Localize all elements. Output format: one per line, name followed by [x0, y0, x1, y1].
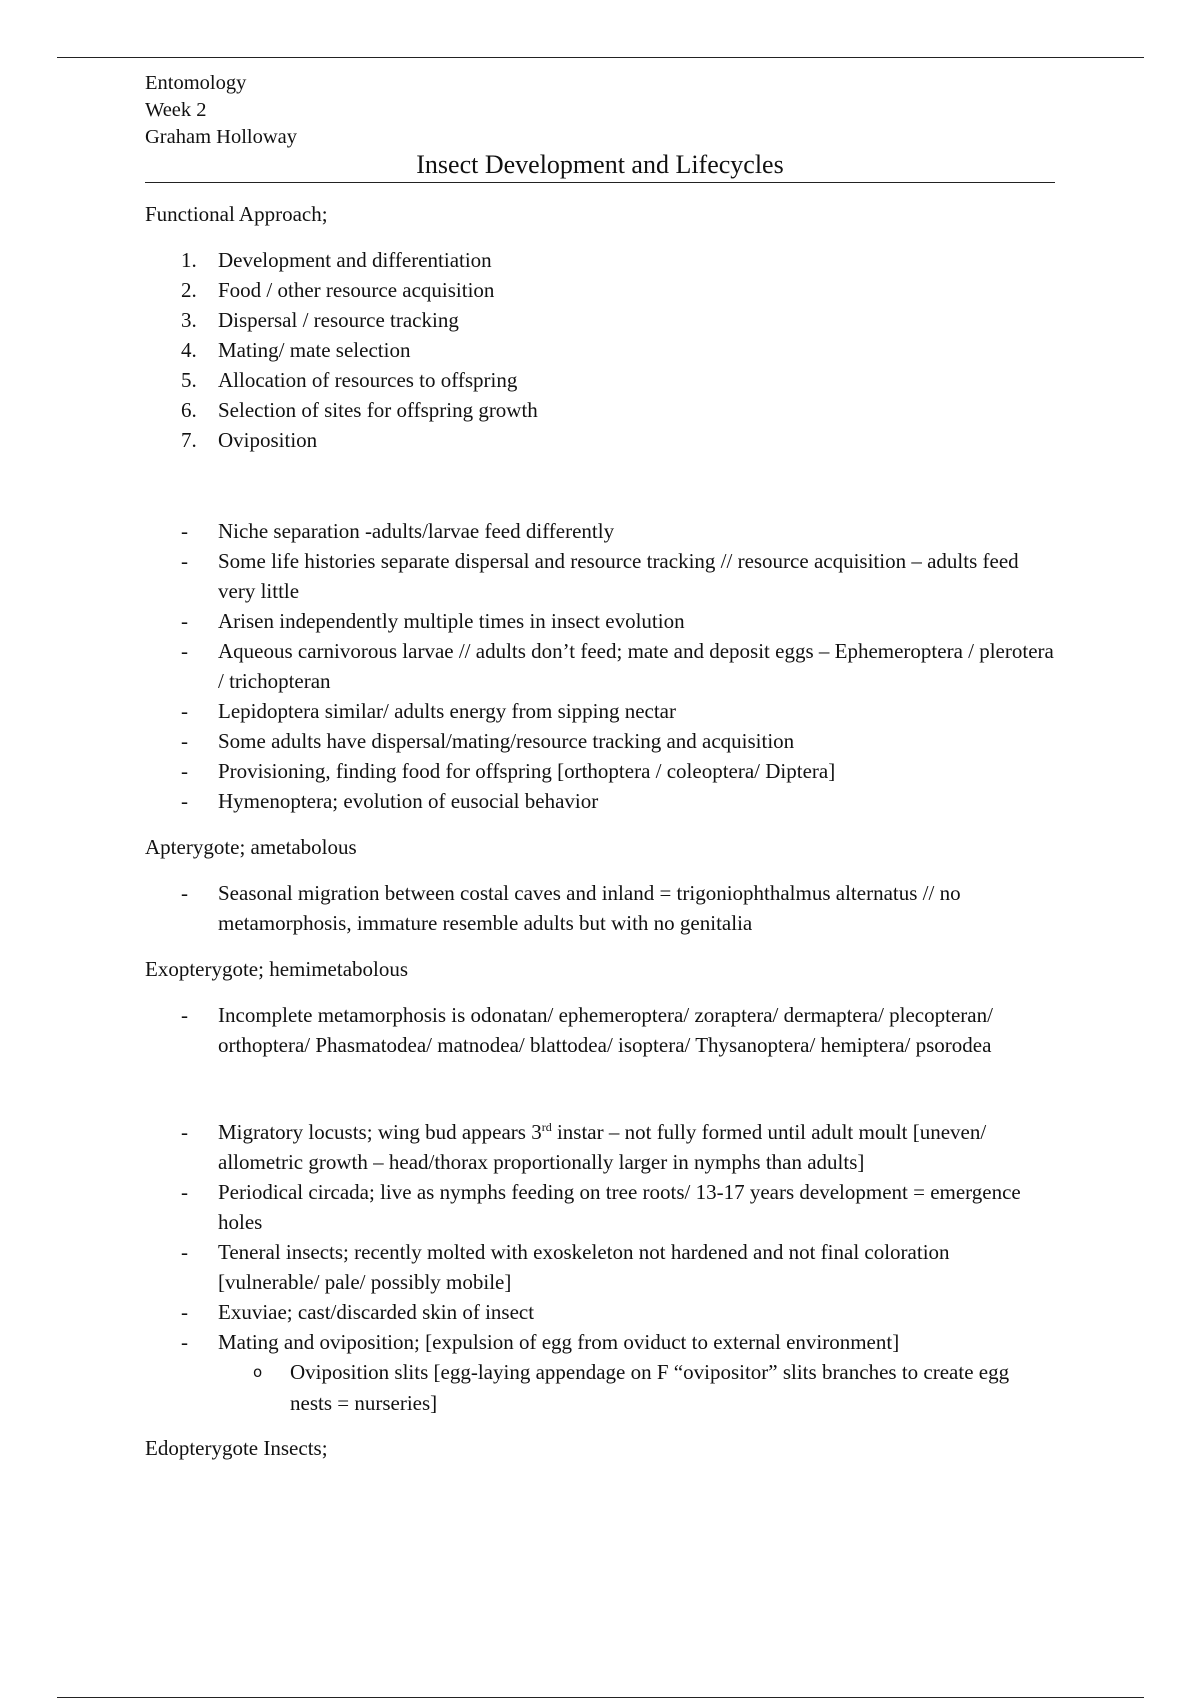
circle-bullet-icon: o: [253, 1363, 263, 1381]
superscript-rd: rd: [541, 1120, 552, 1134]
list-item: - Provisioning, finding food for offspring [orthoptera / coleoptera/ Diptera]: [181, 759, 836, 783]
list-item: - Mating and oviposition; [expulsion of egg from oviduct to external environment]: [181, 1330, 900, 1354]
document-page: [145, 70, 1055, 1463]
list-item: - Migratory locusts; wing bud appears 3rd instar – not fully formed until adult moult [uneven/ allometric growth – head/thorax proportionally larger in nymphs than adults]: [181, 1120, 987, 1174]
list-item: - Lepidoptera similar/ adults energy from sipping nectar: [181, 699, 676, 723]
life-history-notes: [145, 516, 1055, 816]
apterygote-heading: Apterygote; ametabolous: [145, 835, 357, 859]
list-item: 7. Oviposition: [181, 428, 318, 452]
course-name: Entomology: [145, 72, 247, 94]
functional-approach-heading: Functional Approach;: [145, 202, 328, 226]
list-item: 4. Mating/ mate selection: [181, 338, 411, 362]
document-header: [145, 70, 1055, 151]
list-item: - Hymenoptera; evolution of eusocial behavior: [181, 789, 599, 813]
list-item: 6. Selection of sites for offspring growth: [181, 398, 538, 422]
list-item: - Some life histories separate dispersal and resource tracking // resource acquisition – adults feed very little: [181, 549, 1019, 603]
list-item: 5. Allocation of resources to offspring: [181, 368, 518, 392]
list-item: - Aqueous carnivorous larvae // adults don’t feed; mate and deposit eggs – Ephemeroptera / plerotera / trichopteran: [181, 639, 1054, 693]
exopterygote-heading: Exopterygote; hemimetabolous: [145, 957, 409, 981]
top-rule: [57, 57, 1144, 58]
list-item: - Some adults have dispersal/mating/resource tracking and acquisition: [181, 729, 795, 753]
development-notes: [145, 1117, 1055, 1357]
list-item: - Seasonal migration between costal caves and inland = trigoniophthalmus alternatus // no metamorphosis, immature resemble adults but with no genitalia: [181, 881, 961, 935]
functional-approach-list: [145, 245, 1055, 455]
week-label: Week 2: [145, 99, 207, 121]
endopterygote-heading: Edopterygote Insects;: [145, 1436, 328, 1460]
list-item: - Teneral insects; recently molted with exoskeleton not hardened and not final coloration [vulnerable/ pale/ possibly mobile]: [181, 1240, 950, 1294]
author-name: Graham Holloway: [145, 126, 297, 148]
oviposition-subnotes: [145, 1357, 1055, 1419]
list-item: - Niche separation -adults/larvae feed differently: [181, 519, 615, 543]
list-item: - Incomplete metamorphosis is odonatan/ ephemeroptera/ zoraptera/ dermaptera/ plecopteran/ orthoptera/ Phasmatodea/ matnodea/ blattodea/ isoptera/ Thysanoptera/ hemiptera/ psorodea: [181, 1003, 993, 1057]
list-item: - Periodical circada; live as nymphs feeding on tree roots/ 13-17 years development = emergence holes: [181, 1180, 1021, 1234]
list-item: - Exuviae; cast/discarded skin of insect: [181, 1300, 535, 1324]
document-title: Insect Development and Lifecycles: [145, 150, 1055, 183]
bottom-rule: [57, 1697, 1144, 1698]
list-item: 1. Development and differentiation: [181, 248, 492, 272]
list-item: 3. Dispersal / resource tracking: [181, 308, 459, 332]
list-item: - Arisen independently multiple times in insect evolution: [181, 609, 685, 633]
exopterygote-notes: [145, 1000, 1055, 1060]
apterygote-notes: [145, 878, 1055, 938]
list-item: 2. Food / other resource acquisition: [181, 278, 495, 302]
list-item: o Oviposition slits [egg-laying appendage on F “ovipositor” slits branches to create egg nests = nurseries]: [145, 1357, 1055, 1419]
